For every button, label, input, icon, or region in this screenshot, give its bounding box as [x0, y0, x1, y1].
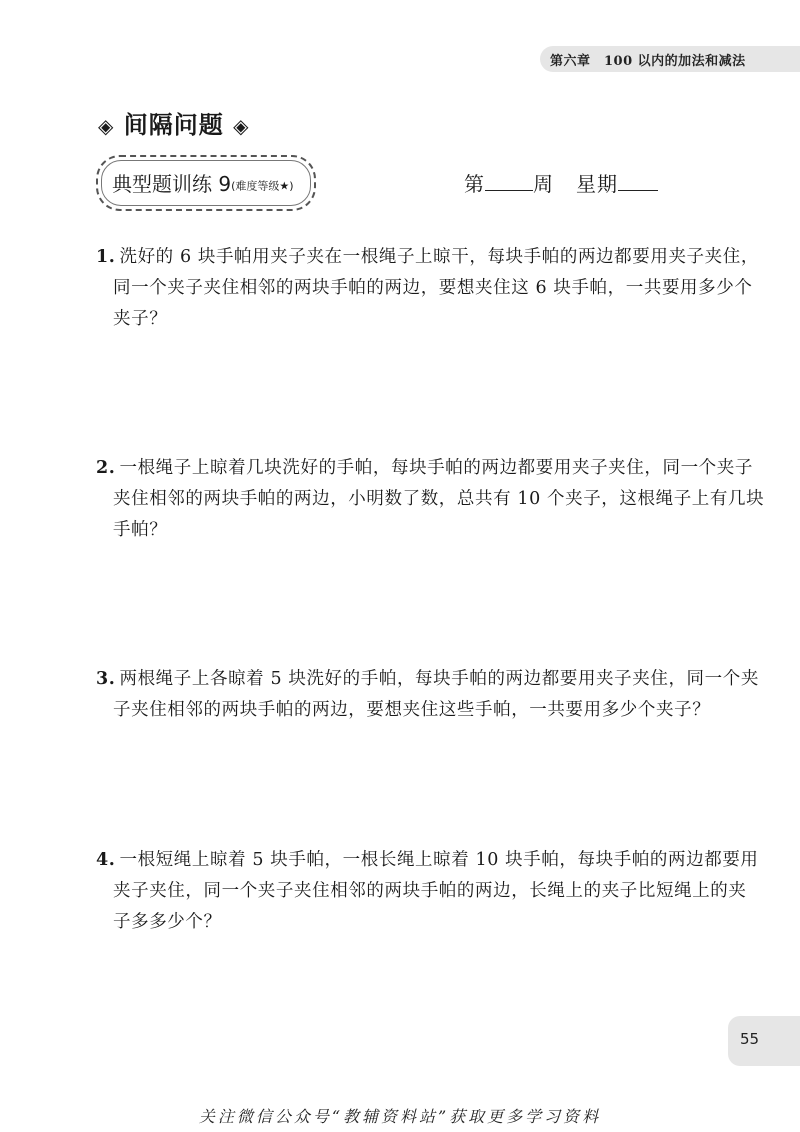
- page-number: 55: [740, 1030, 760, 1048]
- question-line: 4. 一根短绳上晾着 5 块手帕，一根长绳上晾着 10 块手帕，每块手帕的两边都要用: [96, 850, 759, 870]
- page-number-tab: [728, 1016, 800, 1066]
- question-number: 1.: [96, 247, 116, 267]
- question-3: [96, 664, 759, 726]
- question-line: 夹住相邻的两块手帕的两边，小明数了数，总共有 10 个夹子，这根绳子上有几块: [113, 489, 765, 509]
- question-number: 2.: [96, 458, 116, 478]
- chapter-header: 第六章 100 以内的加法和减法: [550, 54, 746, 69]
- question-4: [96, 845, 759, 938]
- question-line: 手帕？: [113, 520, 168, 540]
- week-prefix: 第: [464, 172, 485, 196]
- question-line: 夹子？: [113, 309, 168, 329]
- question-line: 2. 一根绳子上晾着几块洗好的手帕，每块手帕的两边都要用夹子夹住，同一个夹子: [96, 458, 753, 478]
- section-title-text: 间隔问题: [123, 111, 224, 139]
- diamond-left-icon: ◈: [98, 114, 115, 138]
- question-number: 4.: [96, 850, 116, 870]
- section-title: [98, 105, 250, 140]
- question-line: 夹子夹住，同一个夹子夹住相邻的两块手帕的两边，长绳上的夹子比短绳上的夹: [113, 881, 747, 901]
- question-number: 3.: [96, 669, 116, 689]
- question-line: 同一个夹子夹住相邻的两块手帕的两边，要想夹住这 6 块手帕，一共要用多少个: [113, 278, 753, 298]
- weekday-blank[interactable]: [618, 172, 658, 191]
- diamond-right-icon: ◈: [233, 114, 250, 138]
- question-line: 1. 洗好的 6 块手帕用夹子夹在一根绳子上晾干，每块手帕的两边都要用夹子夹住，: [96, 247, 759, 267]
- practice-label: [112, 168, 294, 197]
- question-1: [96, 242, 759, 335]
- weekday-word: 星期: [576, 172, 618, 196]
- week-day-line: [464, 168, 658, 197]
- week-word: 周: [533, 172, 554, 196]
- footer-note: 关注微信公众号“教辅资料站”获取更多学习资料: [198, 1107, 602, 1126]
- practice-title: 典型题训练 9: [112, 172, 232, 196]
- question-2: [96, 453, 765, 546]
- question-line: 子夹住相邻的两块手帕的两边，要想夹住这些手帕，一共要用多少个夹子？: [113, 700, 711, 720]
- difficulty-level: (难度等级★): [231, 179, 294, 193]
- question-line: 3. 两根绳子上各晾着 5 块洗好的手帕，每块手帕的两边都要用夹子夹住，同一个夹: [96, 669, 759, 689]
- question-line: 子多多少个？: [113, 912, 222, 932]
- week-blank[interactable]: [485, 172, 533, 191]
